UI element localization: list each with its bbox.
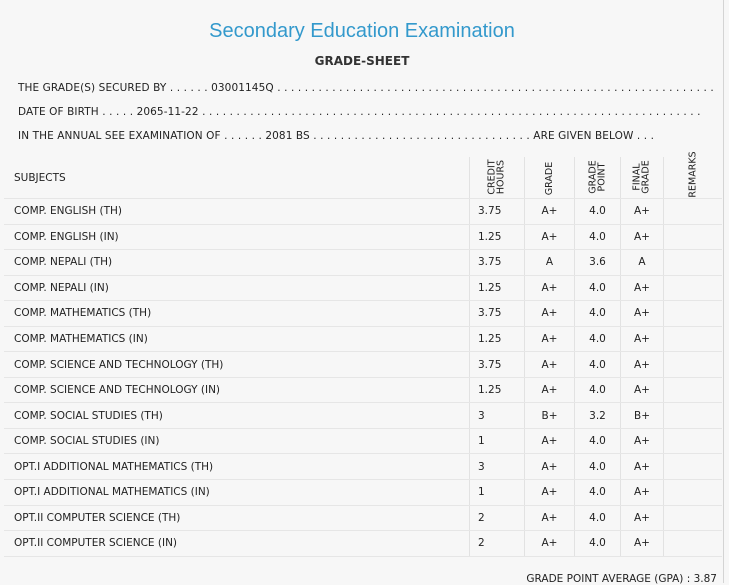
remarks-cell: [664, 428, 723, 454]
final-grade-cell: A+: [621, 326, 664, 352]
credit-hours-cell: 3: [470, 403, 525, 429]
grade-point-cell: 4.0: [575, 326, 621, 352]
page-title: Secondary Education Examination: [209, 20, 515, 42]
grade-secured-label: THE GRADE(S) SECURED BY: [18, 82, 167, 94]
table-row: [4, 505, 722, 531]
grade-cell: A+: [525, 326, 575, 352]
credit-hours-cell: 2: [470, 531, 525, 557]
subject-cell: COMP. MATHEMATICS (TH): [4, 301, 470, 327]
grade-cell: A+: [525, 224, 575, 250]
dob-line: [18, 106, 701, 118]
grade-point-cell: 4.0: [575, 301, 621, 327]
grade-table: [4, 150, 722, 557]
grade-cell: A+: [525, 505, 575, 531]
credit-hours-cell: 2: [470, 505, 525, 531]
subject-cell: OPT.I ADDITIONAL MATHEMATICS (TH): [4, 454, 470, 480]
subject-cell: COMP. SOCIAL STUDIES (IN): [4, 428, 470, 454]
final-grade-cell: A+: [621, 531, 664, 557]
subject-cell: COMP. MATHEMATICS (IN): [4, 326, 470, 352]
header-remarks: REMARKS: [664, 157, 723, 199]
final-grade-cell: A+: [621, 224, 664, 250]
subject-cell: COMP. NEPALI (IN): [4, 275, 470, 301]
table-row: [4, 224, 722, 250]
table-row: [4, 250, 722, 276]
grade-point-cell: 4.0: [575, 505, 621, 531]
grade-cell: B+: [525, 403, 575, 429]
dot-leader: . . . . . . . . . . . . . . . . . . . . . . . . . . . . . . . .: [313, 130, 534, 142]
grade-point-cell: 3.2: [575, 403, 621, 429]
grade-point-cell: 4.0: [575, 428, 621, 454]
table-row: [4, 480, 722, 506]
subject-cell: OPT.II COMPUTER SCIENCE (IN): [4, 531, 470, 557]
remarks-cell: [664, 352, 723, 378]
credit-hours-cell: 3.75: [470, 352, 525, 378]
subject-cell: OPT.II COMPUTER SCIENCE (TH): [4, 505, 470, 531]
table-row: [4, 428, 722, 454]
exam-value: 2081 BS: [265, 130, 310, 142]
subject-cell: COMP. ENGLISH (IN): [4, 224, 470, 250]
dob-label: DATE OF BIRTH: [18, 106, 99, 118]
table-row: [4, 301, 722, 327]
grade-cell: A+: [525, 480, 575, 506]
final-grade-cell: A: [621, 250, 664, 276]
gpa-summary: GRADE POINT AVERAGE (GPA) : 3.87: [526, 573, 717, 585]
table-row: [4, 352, 722, 378]
table-row: [4, 531, 722, 557]
right-border: [723, 0, 724, 583]
grade-cell: A+: [525, 454, 575, 480]
credit-hours-cell: 3.75: [470, 199, 525, 225]
credit-hours-cell: 3.75: [470, 250, 525, 276]
remarks-cell: [664, 301, 723, 327]
remarks-cell: [664, 480, 723, 506]
grade-point-cell: 4.0: [575, 454, 621, 480]
subject-cell: COMP. SCIENCE AND TECHNOLOGY (IN): [4, 377, 470, 403]
grade-secured-line: [18, 82, 714, 94]
remarks-cell: [664, 224, 723, 250]
final-grade-cell: A+: [621, 275, 664, 301]
grade-cell: A: [525, 250, 575, 276]
header-grade-point: GRADE POINT: [575, 157, 621, 199]
remarks-cell: [664, 505, 723, 531]
final-grade-cell: A+: [621, 352, 664, 378]
table-row: [4, 454, 722, 480]
credit-hours-cell: 1.25: [470, 275, 525, 301]
remarks-cell: [664, 199, 723, 225]
dot-leader: . . . . . . . . . . . . . . . . . . . . . . . . . . . . . . . . . . . . . . . . . . . . . . . . . . . . . . . . . . . . . . . . . . . . . . . . .: [202, 106, 701, 118]
credit-hours-cell: 3: [470, 454, 525, 480]
final-grade-cell: B+: [621, 403, 664, 429]
dot-leader: . . . . . .: [169, 82, 212, 94]
exam-label: IN THE ANNUAL SEE EXAMINATION OF: [18, 130, 221, 142]
final-grade-cell: A+: [621, 454, 664, 480]
remarks-cell: [664, 326, 723, 352]
header-final-grade: FINAL GRADE: [621, 157, 664, 199]
table-row: [4, 403, 722, 429]
remarks-cell: [664, 377, 723, 403]
exam-line: [18, 130, 654, 142]
remarks-cell: [664, 275, 723, 301]
grade-cell: A+: [525, 352, 575, 378]
final-grade-cell: A+: [621, 199, 664, 225]
header-subjects: SUBJECTS: [4, 157, 470, 199]
subject-cell: COMP. ENGLISH (TH): [4, 199, 470, 225]
subject-cell: COMP. SCIENCE AND TECHNOLOGY (TH): [4, 352, 470, 378]
grade-cell: A+: [525, 301, 575, 327]
grade-cell: A+: [525, 275, 575, 301]
remarks-cell: [664, 531, 723, 557]
grade-sheet-subtitle: GRADE-SHEET: [314, 54, 410, 68]
table-header-row: [4, 157, 722, 199]
credit-hours-cell: 1: [470, 480, 525, 506]
final-grade-cell: A+: [621, 428, 664, 454]
grade-point-cell: 4.0: [575, 224, 621, 250]
grade-point-cell: 4.0: [575, 199, 621, 225]
header-grade: GRADE: [525, 157, 575, 199]
exam-suffix: ARE GIVEN BELOW . . .: [533, 130, 655, 142]
grade-cell: A+: [525, 199, 575, 225]
final-grade-cell: A+: [621, 480, 664, 506]
grade-cell: A+: [525, 377, 575, 403]
dot-leader: . . . . . . . . . . . . . . . . . . . . . . . . . . . . . . . . . . . . . . . . . . . . . . . . . . . . . . . . . . . . . . . .: [277, 82, 714, 94]
subject-cell: COMP. NEPALI (TH): [4, 250, 470, 276]
final-grade-cell: A+: [621, 505, 664, 531]
dob-value: 2065-11-22: [136, 106, 199, 118]
grade-point-cell: 3.6: [575, 250, 621, 276]
credit-hours-cell: 1.25: [470, 377, 525, 403]
subject-cell: COMP. SOCIAL STUDIES (TH): [4, 403, 470, 429]
subject-cell: OPT.I ADDITIONAL MATHEMATICS (IN): [4, 480, 470, 506]
credit-hours-cell: 1.25: [470, 224, 525, 250]
final-grade-cell: A+: [621, 377, 664, 403]
table-row: [4, 326, 722, 352]
header-credit-hours: CREDIT HOURS: [470, 157, 525, 199]
grade-secured-value: 03001145Q: [211, 82, 274, 94]
grade-cell: A+: [525, 531, 575, 557]
final-grade-cell: A+: [621, 301, 664, 327]
table-row: [4, 275, 722, 301]
credit-hours-cell: 3.75: [470, 301, 525, 327]
credit-hours-cell: 1: [470, 428, 525, 454]
grade-point-cell: 4.0: [575, 377, 621, 403]
table-row: [4, 199, 722, 225]
grade-point-cell: 4.0: [575, 531, 621, 557]
credit-hours-cell: 1.25: [470, 326, 525, 352]
remarks-cell: [664, 250, 723, 276]
remarks-cell: [664, 454, 723, 480]
grade-cell: A+: [525, 428, 575, 454]
dot-leader: . . . . . .: [224, 130, 266, 142]
grade-point-cell: 4.0: [575, 275, 621, 301]
dot-leader: . . . . .: [102, 106, 137, 118]
grade-point-cell: 4.0: [575, 352, 621, 378]
remarks-cell: [664, 403, 723, 429]
grade-point-cell: 4.0: [575, 480, 621, 506]
table-row: [4, 377, 722, 403]
